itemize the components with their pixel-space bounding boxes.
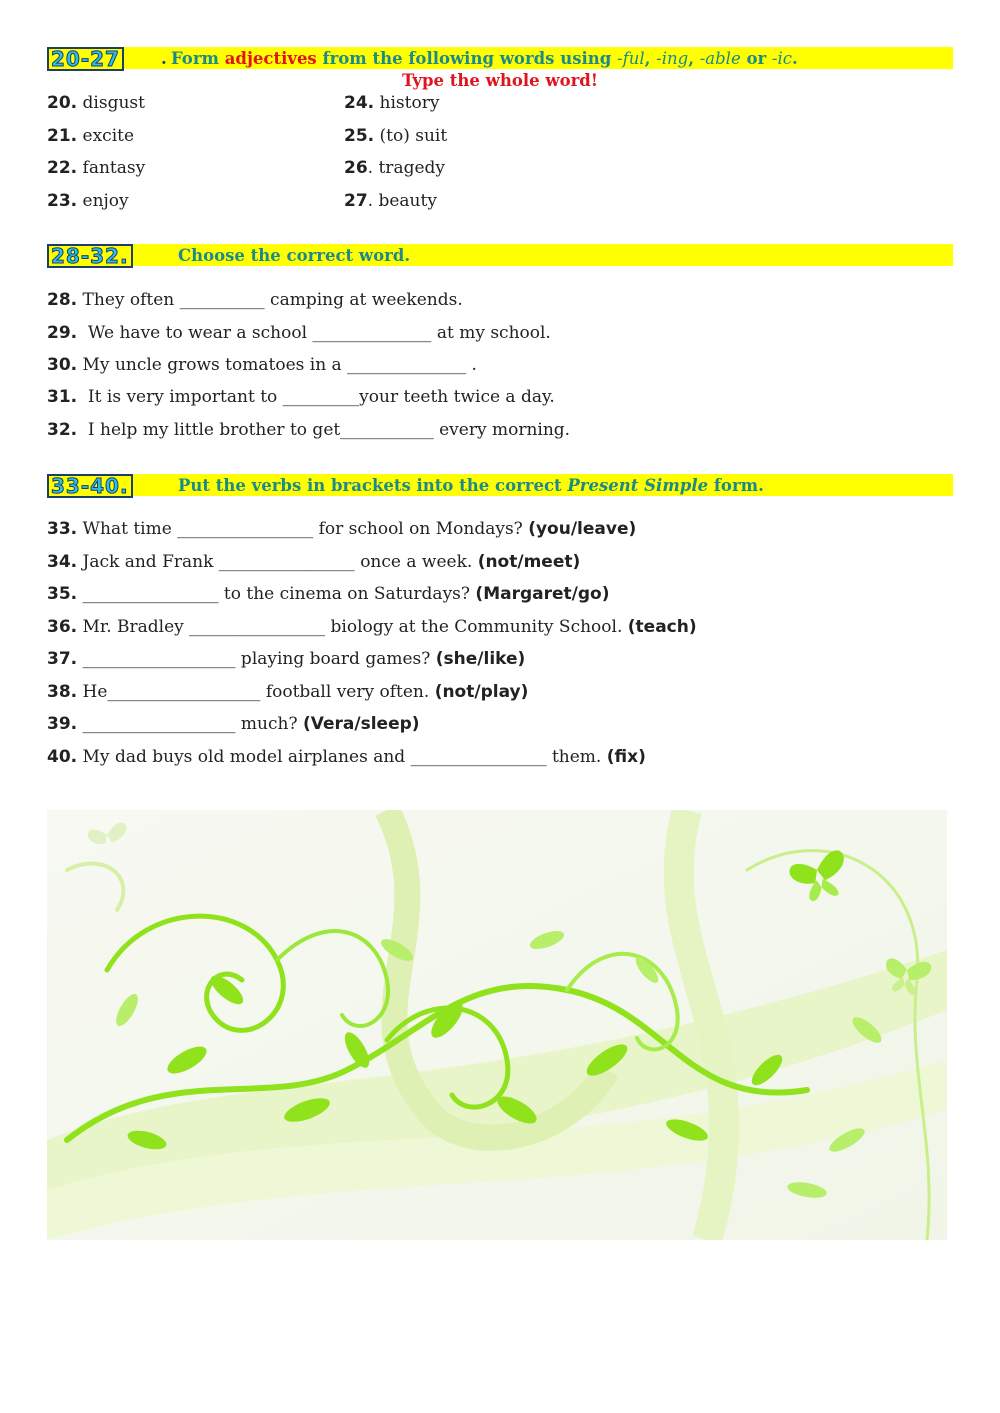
- section-title: Form adjectives from the following words using -ful, -ing, -able or -ic.: [171, 49, 798, 68]
- list-item: 33. What time ________________ for school on Mondays? (you/leave): [47, 519, 637, 539]
- section-number: 20-27: [47, 47, 124, 71]
- list-item: 25. (to) suit: [344, 126, 448, 146]
- section-header-28-32: [47, 244, 953, 266]
- list-item: 22. fantasy: [47, 158, 146, 178]
- floral-decoration: [47, 810, 947, 1240]
- list-item: 28. They often __________ camping at weekends.: [47, 290, 463, 310]
- section-header-20-27: [47, 47, 953, 69]
- list-item: 21. excite: [47, 126, 135, 146]
- list-item: 39. __________________ much? (Vera/sleep): [47, 714, 420, 734]
- list-item: 34. Jack and Frank ________________ once a week. (not/meet): [47, 552, 581, 572]
- list-item: 26. tragedy: [344, 158, 446, 178]
- section-header-33-40: [47, 474, 953, 496]
- list-item: 27. beauty: [344, 191, 437, 211]
- list-item: 40. My dad buys old model airplanes and ________________ them. (fix): [47, 747, 646, 767]
- section-title: Put the verbs in brackets into the correct Present Simple form.: [178, 476, 764, 495]
- list-item: 23. enjoy: [47, 191, 129, 211]
- list-item: 30. My uncle grows tomatoes in a ______________ .: [47, 355, 477, 375]
- list-item: 20. disgust: [47, 93, 145, 113]
- list-item: 38. He__________________ football very often. (not/play): [47, 682, 529, 702]
- list-item: 35. ________________ to the cinema on Saturdays? (Margaret/go): [47, 584, 610, 604]
- section-title: Choose the correct word.: [178, 246, 411, 265]
- section-number: 28-32.: [47, 244, 133, 268]
- list-item: 36. Mr. Bradley ________________ biology at the Community School. (teach): [47, 617, 697, 637]
- list-item: 31. It is very important to _________your teeth twice a day.: [47, 387, 555, 407]
- section-number-dot: .: [161, 49, 167, 68]
- list-item: 32. I help my little brother to get___________ every morning.: [47, 420, 571, 440]
- list-item: 29. We have to wear a school ______________ at my school.: [47, 323, 551, 343]
- list-item: 24. history: [344, 93, 440, 113]
- section-subtitle: Type the whole word!: [401, 71, 599, 90]
- list-item: 37. __________________ playing board games? (she/like): [47, 649, 526, 669]
- section-number: 33-40.: [47, 474, 133, 498]
